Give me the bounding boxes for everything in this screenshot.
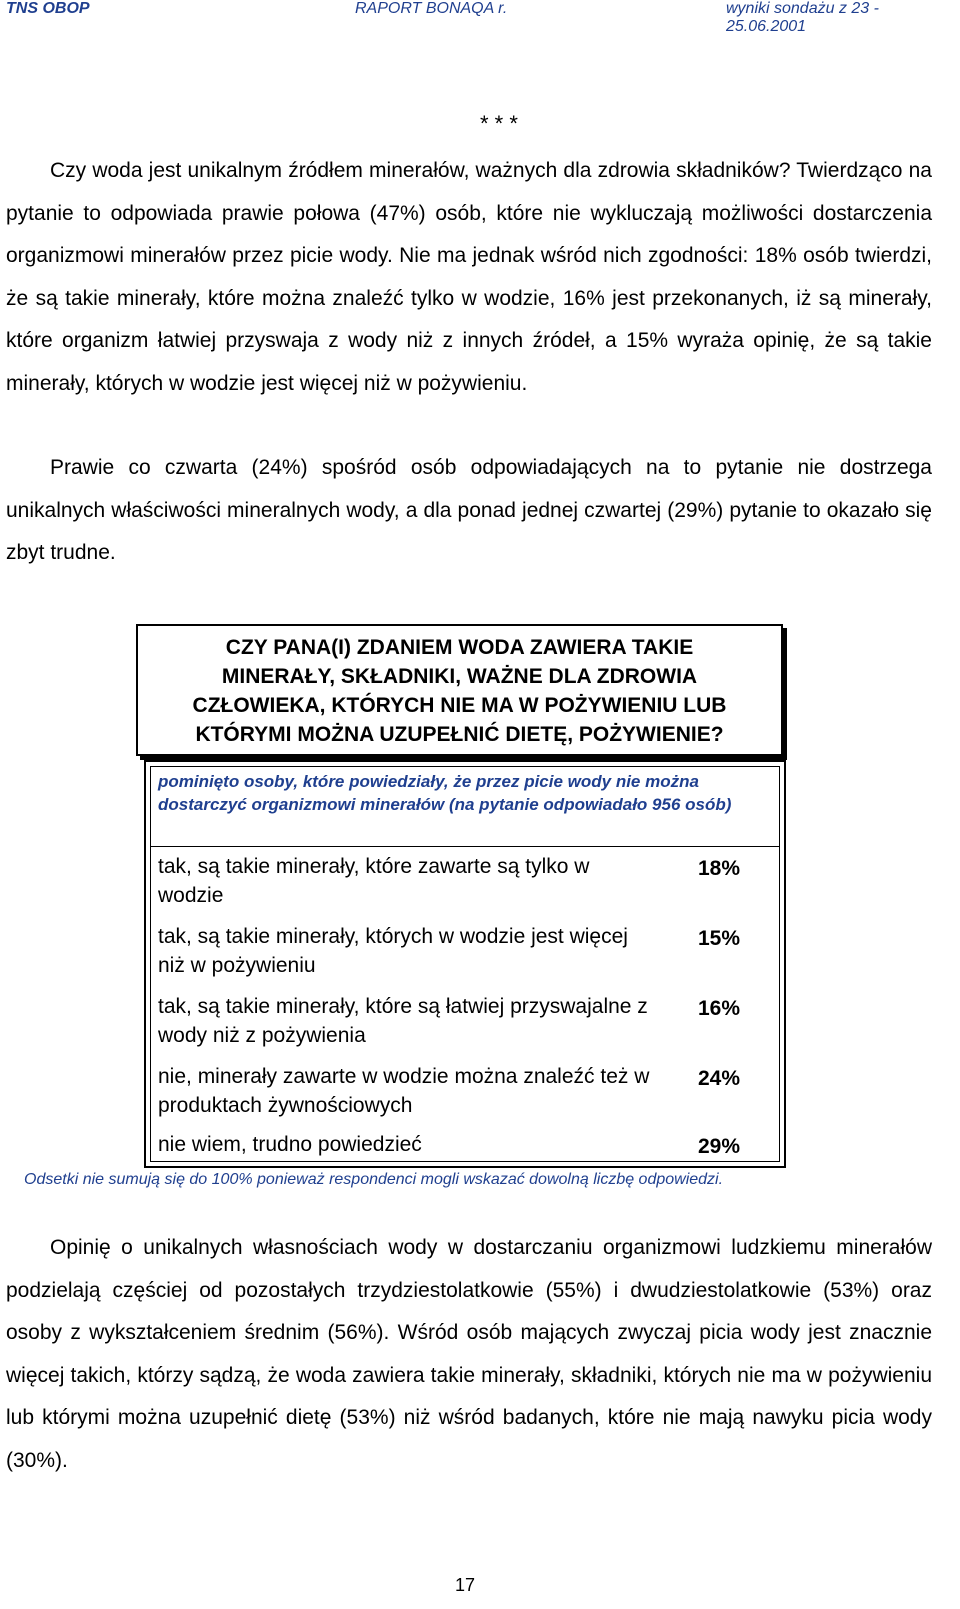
paragraph-intro: Czy woda jest unikalnym źródłem minerałów, ważnych dla zdrowia składników? Twierdząco na pytanie to odpowiada prawie połowa (47%) osób, które nie wykluczają możliwości dostarczenia organizmowi minerałów przez picie wody. Nie ma jednak wśród nich zgodności: 18% osób twierdzi, że są takie minerały, które można znaleźć tylko w wodzie, 16% jest przekonanych, iż są minerały, które organizm łatwiej przyswaja z wody niż z innych źródeł, a 15% wyraża opinię, że są takie minerały, których w wodzie jest więcej niż w pożywieniu.	[6, 159, 932, 395]
footnote: Odsetki nie sumują się do 100% ponieważ respondenci mogli wskazać dowolną liczbę odpowiedzi.	[24, 1171, 724, 1188]
table-divider	[150, 846, 780, 847]
paragraph-third: Opinię o unikalnych własnościach wody w dostarczaniu organizmowi ludzkiemu minerałów podzielają częściej od pozostałych trzydziestolatkowie (55%) i dwudziestolatkowie (53%) oraz osoby z wykształceniem średnim (56%). Wśród osób mających zwyczaj picia wody jest znacznie więcej takich, którzy sądzą, że woda zawiera takie minerały, składniki, których nie ma w pożywieniu lub którymi można uzupełnić dietę (53%) niż wśród badanych, które nie mają nawyku picia wody (30%).	[6, 1236, 932, 1472]
row-label: tak, są takie minerały, które zawarte są tylko w wodzie	[158, 855, 590, 907]
row-value: 15%	[698, 927, 741, 950]
row-label: nie wiem, trudno powiedzieć	[158, 1133, 422, 1156]
row-value: 18%	[698, 857, 741, 880]
question-line: CZY PANA(I) ZDANIEM WODA ZAWIERA TAKIE	[225, 636, 694, 659]
question-line: MINERAŁY, SKŁADNIKI, WAŻNE DLA ZDROWIA	[221, 665, 698, 688]
question-line: KTÓRYMI MOŻNA UZUPEŁNIĆ DIETĘ, POŻYWIENIE?	[195, 723, 724, 746]
row-value: 24%	[698, 1067, 741, 1090]
page-header	[0, 0, 960, 42]
section-separator: * * *	[480, 111, 518, 136]
row-value: 29%	[698, 1135, 741, 1158]
paragraph-second: Prawie co czwarta (24%) spośród osób odpowiadających na to pytanie nie dostrzega unikalnych właściwości mineralnych wody, a dla ponad jednej czwartej (29%) pytanie to okazało się zbyt trudne.	[6, 456, 932, 564]
header-report-title: RAPORT BONAQA r.	[355, 0, 508, 17]
table-note: pominięto osoby, które powiedziały, że przez picie wody nie można dostarczyć organizmowi minerałów (na pytanie odpowiadało 956 osób)	[158, 772, 732, 814]
page-number: 17	[455, 1575, 476, 1595]
row-label: nie, minerały zawarte w wodzie można znaleźć też w produktach żywnościowych	[158, 1065, 650, 1117]
question-box	[136, 624, 783, 756]
question-line: CZŁOWIEKA, KTÓRYCH NIE MA W POŻYWIENIU LUB	[192, 694, 727, 717]
header-org: TNS OBOP	[6, 0, 90, 17]
row-label: tak, są takie minerały, które są łatwiej przyswajalne z wody niż z pożywienia	[158, 995, 648, 1047]
header-survey-date: wyniki sondażu z 23 - 25.06.2001	[726, 0, 879, 35]
results-table	[144, 760, 786, 1168]
row-label: tak, są takie minerały, których w wodzie jest więcej niż w pożywieniu	[158, 925, 628, 977]
row-value: 16%	[698, 997, 741, 1020]
